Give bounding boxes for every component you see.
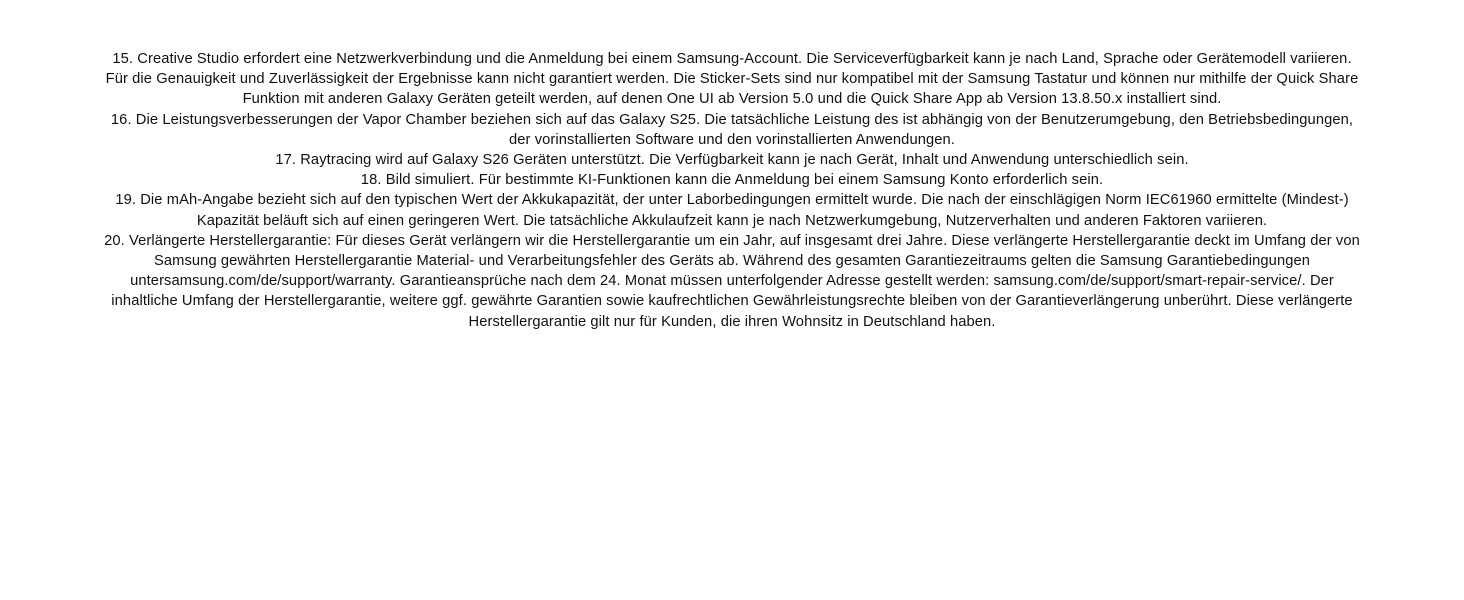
footnote-19: 19. Die mAh-Angabe bezieht sich auf den typischen Wert der Akkukapazität, der unter Laborbedingungen ermittelt wurde. Die nach der einschlägigen Norm IEC61960 ermittelte (Mindest-) Kapazität beläuft sich auf einen geringeren Wert. Die tatsächliche Akkulaufzeit kann je nach Netzwerkumgebung, Nutzerverhalten und anderen Faktoren variieren. (115, 192, 1349, 229)
footnote-16: 16. Die Leistungsverbesserungen der Vapor Chamber beziehen sich auf das Galaxy S25. Die tatsächliche Leistung des ist abhängig von der Benutzerumgebung, den Betriebsbedingungen, der vorinstallierten Software und den vorinstallierten Anwendungen. (110, 111, 1354, 148)
footnote-18: 18. Bild simuliert. Für bestimmte KI-Funktionen kann die Anmeldung bei einem Samsung Konto erforderlich sein. (360, 172, 1104, 189)
footnote-20: 20. Verlängerte Herstellergarantie: Für dieses Gerät verlängern wir die Herstellergarantie um ein Jahr, auf insgesamt drei Jahre. Diese verlängerte Herstellergarantie deckt im Umfang der von Samsung gewährten Herstellergarantie Material- und Verarbeitungsfehler des Geräts ab. Während des gesamten Garantiezeitraums gelten die Samsung Garantiebedingungen untersamsung.com/de/support/warranty. Garantieansprüche nach dem 24. Monat müssen unterfolgender Adresse gestellt werden: samsung.com/de/support/smart-repair-service/. Der inhaltliche Umfang der Herstellergarantie, weitere ggf. gewährte Garantien sowie kaufrechtlichen Gewährleistungsrechte bleiben von der Garantieverlängerung unberührt. Diese verlängerte Herstellergarantie gilt nur für Kunden, die ihren Wohnsitz in Deutschland haben. (104, 232, 1360, 330)
footnote-17: 17. Raytracing wird auf Galaxy S26 Geräten unterstützt. Die Verfügbarkeit kann je nach Gerät, Inhalt und Anwendung unterschiedlich sein. (275, 152, 1189, 169)
legal-footnotes-section (101, 0, 1363, 332)
footnote-15: 15. Creative Studio erfordert eine Netzwerkverbindung und die Anmeldung bei einem Samsung-Account. Die Serviceverfügbarkeit kann je nach Land, Sprache oder Gerätemodell variieren. Für die Genauigkeit und Zuverlässigkeit der Ergebnisse kann nicht garantiert werden. Die Sticker-Sets sind nur kompatibel mit der Samsung Tastatur und können nur mithilfe der Quick Share Funktion mit anderen Galaxy Geräten geteilt werden, auf denen One UI ab Version 5.0 und die Quick Share App ab Version 13.8.50.x installiert sind. (105, 51, 1359, 108)
